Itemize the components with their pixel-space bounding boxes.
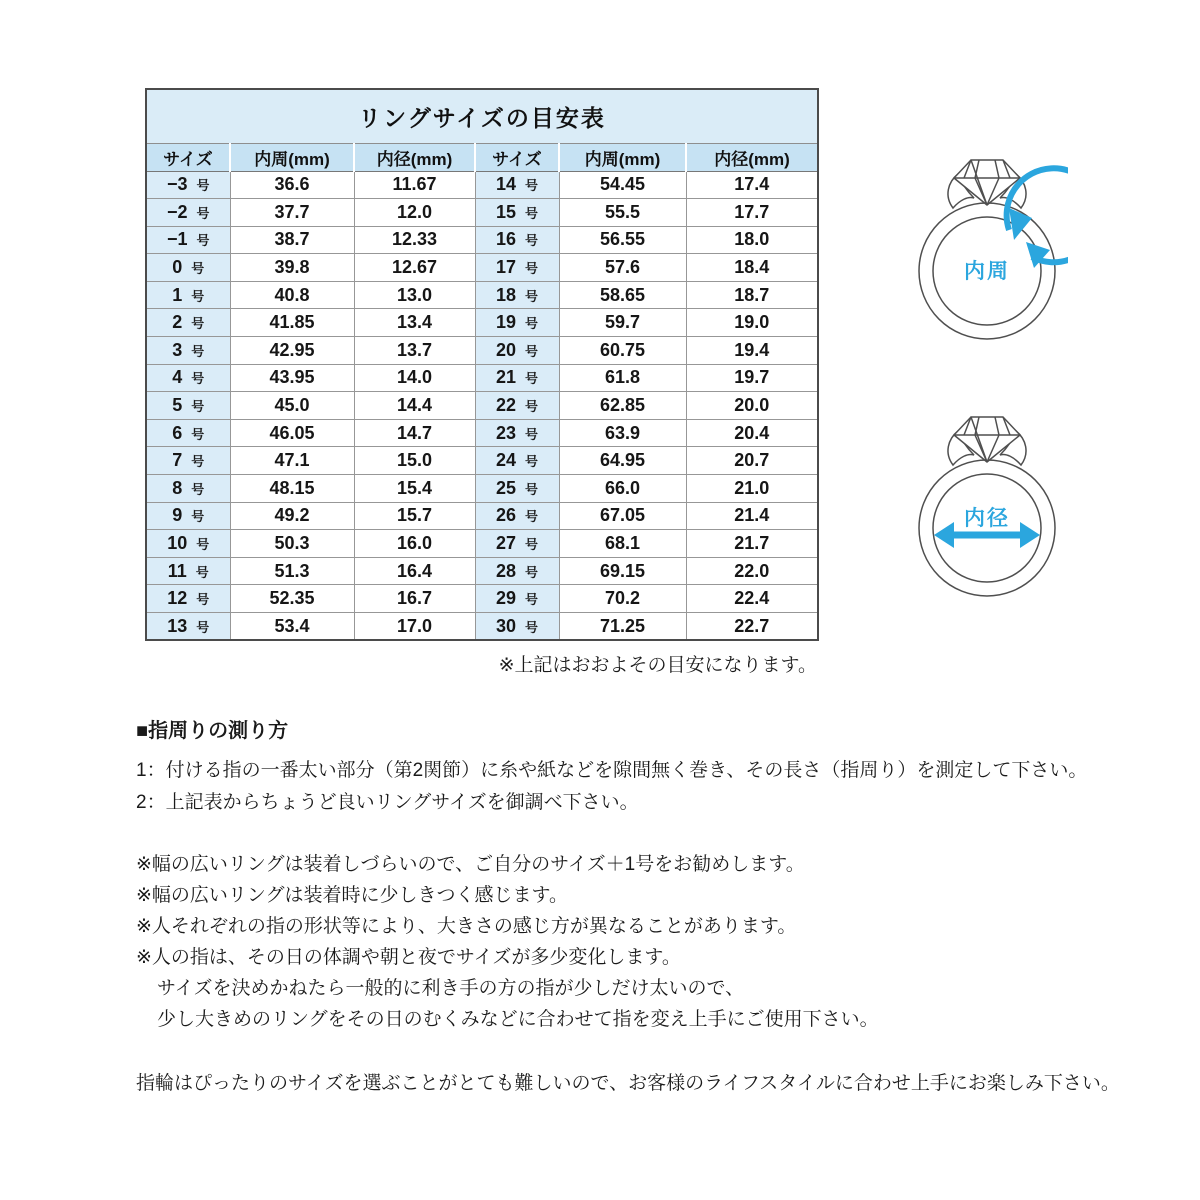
- value-cell: 45.0: [230, 392, 354, 420]
- table-row: [146, 530, 818, 558]
- size-cell: 1 号: [146, 281, 230, 309]
- value-cell: 48.15: [230, 475, 354, 503]
- size-cell: 28 号: [475, 557, 559, 585]
- value-cell: 62.85: [559, 392, 686, 420]
- size-cell: −2 号: [146, 199, 230, 227]
- value-cell: 11.67: [354, 171, 475, 199]
- value-cell: 14.7: [354, 419, 475, 447]
- value-cell: 70.2: [559, 585, 686, 613]
- value-cell: 22.4: [686, 585, 818, 613]
- value-cell: 59.7: [559, 309, 686, 337]
- value-cell: 63.9: [559, 419, 686, 447]
- instruction-steps: [136, 755, 1176, 819]
- value-cell: 17.4: [686, 171, 818, 199]
- value-cell: 18.0: [686, 226, 818, 254]
- value-cell: 13.0: [354, 281, 475, 309]
- size-cell: 2 号: [146, 309, 230, 337]
- size-cell: 25 号: [475, 475, 559, 503]
- column-header: 内径(mm): [686, 143, 818, 171]
- size-cell: 22 号: [475, 392, 559, 420]
- value-cell: 17.0: [354, 613, 475, 641]
- value-cell: 20.4: [686, 419, 818, 447]
- instruction-step: 1：付ける指の一番太い部分（第2関節）に糸や紙などを隙間無く巻き、その長さ（指周り）を測定して下さい。: [136, 760, 1088, 781]
- value-cell: 12.0: [354, 199, 475, 227]
- value-cell: 20.7: [686, 447, 818, 475]
- size-cell: 3 号: [146, 337, 230, 365]
- table-row: [146, 557, 818, 585]
- caution-note-line: ※幅の広いリングは装着しづらいので、ご自分のサイズ＋1号をお勧めします。: [136, 854, 805, 875]
- table-title-row: [146, 89, 818, 143]
- value-cell: 41.85: [230, 309, 354, 337]
- caution-note-line: サイズを決めかねたら一般的に利き手の方の指が少しだけ太いので、: [157, 978, 745, 999]
- value-cell: 57.6: [559, 254, 686, 282]
- table-row: [146, 613, 818, 641]
- value-cell: 55.5: [559, 199, 686, 227]
- value-cell: 43.95: [230, 364, 354, 392]
- column-header: 内周(mm): [559, 143, 686, 171]
- value-cell: 61.8: [559, 364, 686, 392]
- value-cell: 13.4: [354, 309, 475, 337]
- circumference-label: 内周: [964, 260, 1010, 283]
- table-row: [146, 199, 818, 227]
- table-title: リングサイズの目安表: [146, 89, 818, 143]
- value-cell: 22.7: [686, 613, 818, 641]
- value-cell: 51.3: [230, 557, 354, 585]
- instruction-step: 2：上記表からちょうど良いリングサイズを御調べ下さい。: [136, 792, 639, 813]
- table-row: [146, 364, 818, 392]
- value-cell: 66.0: [559, 475, 686, 503]
- value-cell: 64.95: [559, 447, 686, 475]
- value-cell: 71.25: [559, 613, 686, 641]
- value-cell: 19.7: [686, 364, 818, 392]
- value-cell: 69.15: [559, 557, 686, 585]
- table-row: [146, 419, 818, 447]
- value-cell: 36.6: [230, 171, 354, 199]
- size-cell: 17 号: [475, 254, 559, 282]
- size-cell: 8 号: [146, 475, 230, 503]
- size-cell: 27 号: [475, 530, 559, 558]
- table-row: [146, 392, 818, 420]
- measuring-instructions: [136, 714, 1176, 1095]
- value-cell: 42.95: [230, 337, 354, 365]
- table-row: [146, 475, 818, 503]
- value-cell: 12.33: [354, 226, 475, 254]
- value-cell: 15.7: [354, 502, 475, 530]
- size-cell: 12 号: [146, 585, 230, 613]
- size-cell: −1 号: [146, 226, 230, 254]
- table-header-row: [146, 143, 818, 171]
- size-cell: 18 号: [475, 281, 559, 309]
- diameter-label: 内径: [964, 507, 1010, 530]
- value-cell: 16.4: [354, 557, 475, 585]
- value-cell: 21.4: [686, 502, 818, 530]
- value-cell: 14.4: [354, 392, 475, 420]
- caution-note-line: ※人の指は、その日の体調や朝と夜でサイズが多少変化します。: [136, 947, 681, 968]
- footer-note: 指輪はぴったりのサイズを選ぶことがとても難しいので、お客様のライフスタイルに合わせ上手にお楽しみ下さい。: [136, 1073, 1120, 1094]
- instructions-heading: ■指周りの測り方: [136, 720, 289, 742]
- value-cell: 12.67: [354, 254, 475, 282]
- size-table-body: [146, 171, 818, 640]
- size-cell: 16 号: [475, 226, 559, 254]
- ring-circumference-diagram: [908, 156, 1068, 346]
- size-cell: 7 号: [146, 447, 230, 475]
- size-cell: 9 号: [146, 502, 230, 530]
- size-cell: 15 号: [475, 199, 559, 227]
- table-row: [146, 171, 818, 199]
- value-cell: 39.8: [230, 254, 354, 282]
- value-cell: 19.0: [686, 309, 818, 337]
- size-cell: 29 号: [475, 585, 559, 613]
- value-cell: 50.3: [230, 530, 354, 558]
- ring-diameter-diagram: [908, 413, 1068, 603]
- value-cell: 53.4: [230, 613, 354, 641]
- value-cell: 16.7: [354, 585, 475, 613]
- table-row: [146, 281, 818, 309]
- value-cell: 15.4: [354, 475, 475, 503]
- value-cell: 38.7: [230, 226, 354, 254]
- size-cell: 5 号: [146, 392, 230, 420]
- caution-notes: [136, 849, 1176, 1035]
- caution-note-line: ※幅の広いリングは装着時に少しきつく感じます。: [136, 885, 569, 906]
- size-cell: 24 号: [475, 447, 559, 475]
- value-cell: 20.0: [686, 392, 818, 420]
- size-cell: 30 号: [475, 613, 559, 641]
- table-row: [146, 254, 818, 282]
- column-header: 内周(mm): [230, 143, 354, 171]
- size-cell: 13 号: [146, 613, 230, 641]
- value-cell: 17.7: [686, 199, 818, 227]
- value-cell: 21.0: [686, 475, 818, 503]
- table-row: [146, 585, 818, 613]
- column-header: 内径(mm): [354, 143, 475, 171]
- value-cell: 18.7: [686, 281, 818, 309]
- value-cell: 40.8: [230, 281, 354, 309]
- value-cell: 67.05: [559, 502, 686, 530]
- value-cell: 47.1: [230, 447, 354, 475]
- value-cell: 52.35: [230, 585, 354, 613]
- value-cell: 46.05: [230, 419, 354, 447]
- table-row: [146, 309, 818, 337]
- size-cell: 26 号: [475, 502, 559, 530]
- value-cell: 16.0: [354, 530, 475, 558]
- table-note: ※上記はおおよその目安になります。: [498, 655, 817, 676]
- size-cell: −3 号: [146, 171, 230, 199]
- value-cell: 37.7: [230, 199, 354, 227]
- value-cell: 15.0: [354, 447, 475, 475]
- size-cell: 11 号: [146, 557, 230, 585]
- value-cell: 60.75: [559, 337, 686, 365]
- value-cell: 13.7: [354, 337, 475, 365]
- ring-size-table: [145, 88, 819, 641]
- value-cell: 14.0: [354, 364, 475, 392]
- value-cell: 22.0: [686, 557, 818, 585]
- table-row: [146, 337, 818, 365]
- size-cell: 14 号: [475, 171, 559, 199]
- size-cell: 10 号: [146, 530, 230, 558]
- size-cell: 21 号: [475, 364, 559, 392]
- table-row: [146, 502, 818, 530]
- table-row: [146, 447, 818, 475]
- value-cell: 54.45: [559, 171, 686, 199]
- size-cell: 4 号: [146, 364, 230, 392]
- value-cell: 18.4: [686, 254, 818, 282]
- value-cell: 19.4: [686, 337, 818, 365]
- size-cell: 23 号: [475, 419, 559, 447]
- value-cell: 21.7: [686, 530, 818, 558]
- size-cell: 0 号: [146, 254, 230, 282]
- table-row: [146, 226, 818, 254]
- size-cell: 19 号: [475, 309, 559, 337]
- size-cell: 6 号: [146, 419, 230, 447]
- column-header: サイズ: [146, 143, 230, 171]
- column-header: サイズ: [475, 143, 559, 171]
- size-cell: 20 号: [475, 337, 559, 365]
- value-cell: 58.65: [559, 281, 686, 309]
- value-cell: 49.2: [230, 502, 354, 530]
- caution-note-line: 少し大きめのリングをその日のむくみなどに合わせて指を変え上手にご使用下さい。: [157, 1009, 879, 1030]
- value-cell: 68.1: [559, 530, 686, 558]
- value-cell: 56.55: [559, 226, 686, 254]
- caution-note-line: ※人それぞれの指の形状等により、大きさの感じ方が異なることがあります。: [136, 916, 797, 937]
